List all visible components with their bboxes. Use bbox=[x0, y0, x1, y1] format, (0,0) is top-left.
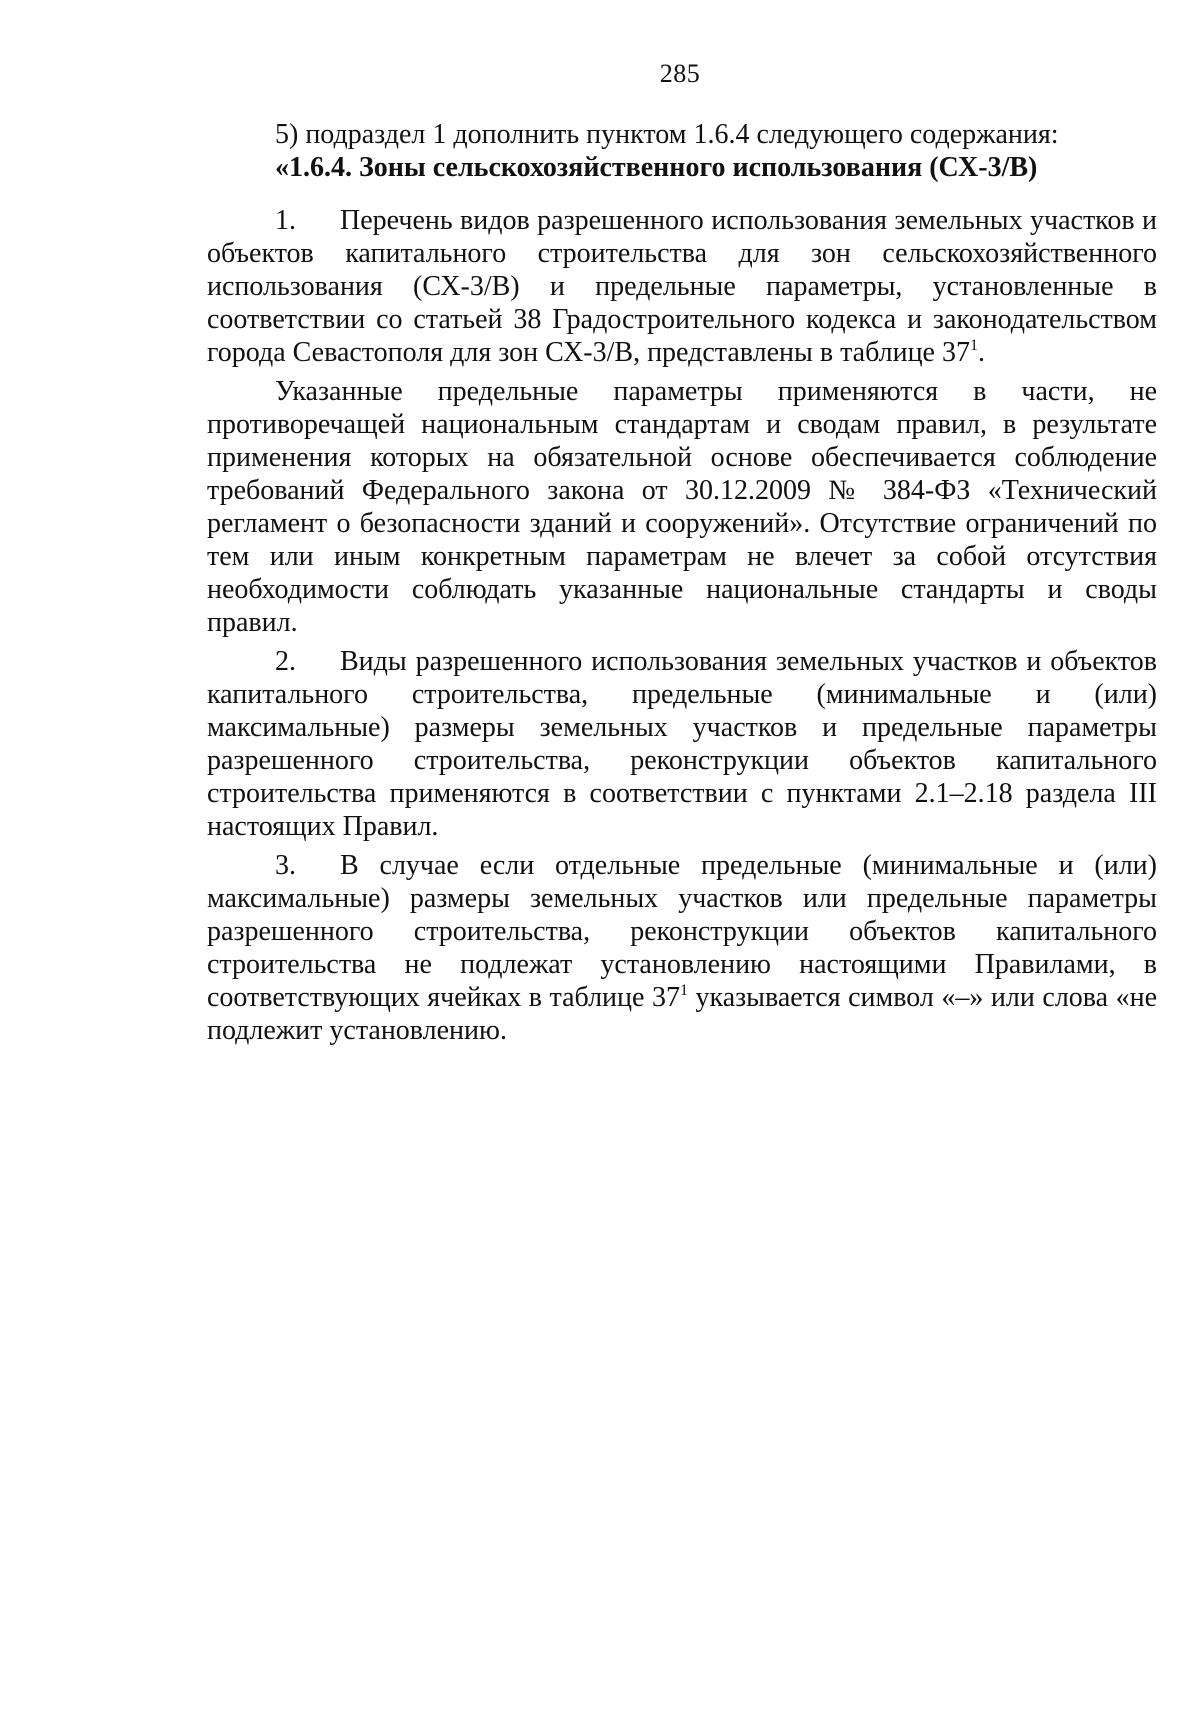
page-number: 285 bbox=[659, 59, 701, 88]
paragraph-2: Указанные предельные параметры применяются в части, не противоречащей национальным стандартам и сводам правил, в результате применения которых на обязательной основе обеспечивается соблюдение требований Федерального закона от 30.12.2009 № 384-ФЗ «Технический регламент о безопасности зданий и сооружений». Отсутствие ограничений по тем или иным конкретным параметрам не влечет за собой отсутствия необходимости соблюдать указанные национальные стандарты и своды правил. bbox=[207, 376, 1157, 638]
paragraph-1-text: Перечень видов разрешенного использования земельных участков и объектов капитального строительства для зон сельскохозяйственного использования (СХ-3/В) и предельные параметры, установленные в соответствии со статьей 38 Градостроительного кодекса и законодательством города Севастополя для зон СХ-3/В, представлены в таблице 37 bbox=[207, 205, 1157, 368]
paragraph-4 bbox=[207, 849, 1157, 1047]
paragraph-3-text: Виды разрешенного использования земельных участков и объектов капитального строительства, предельные (минимальные и (или) максимальные) размеры земельных участков и предельные параметры разрешенного строительства, реконструкции объектов капитального строительства применяются в соответствии с пунктами 2.1–2.18 раздела III настоящих Правил. bbox=[207, 646, 1157, 842]
document-body bbox=[207, 118, 1157, 1053]
section-heading: «1.6.4. Зоны сельскохозяйственного использования (СХ-3/В) bbox=[275, 152, 1038, 183]
paragraph-4-number: 3. bbox=[275, 850, 296, 881]
paragraph-4-text: В случае если отдельные предельные (минимальные и (или) максимальные) размеры земельных участков или предельные параметры разрешенного строительства, реконструкции объектов капитального строительства не подлежат установлению настоящими Правилами, в соответствующих ячейках в таблице 37 bbox=[207, 850, 1157, 1013]
paragraph-4-tail: указывается символ «–» или слова «не подлежит установлению. bbox=[207, 982, 1158, 1046]
paragraph-3-number: 2. bbox=[275, 646, 296, 677]
amendment-intro: 5) подраздел 1 дополнить пунктом 1.6.4 следующего содержания: bbox=[275, 119, 1059, 150]
paragraph-3 bbox=[207, 645, 1157, 843]
paragraph-1 bbox=[207, 204, 1157, 369]
paragraph-1-tail: . bbox=[978, 337, 985, 368]
paragraph-1-number: 1. bbox=[275, 205, 296, 236]
paragraph-4-superscript: 1 bbox=[679, 982, 688, 999]
paragraph-1-superscript: 1 bbox=[970, 337, 978, 354]
